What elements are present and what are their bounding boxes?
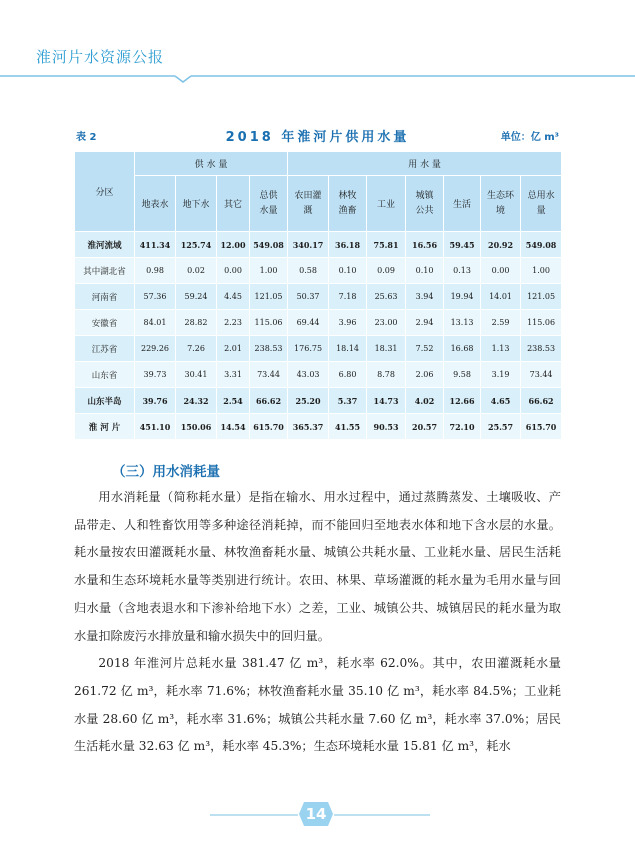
table-cell: 7.52: [406, 336, 444, 362]
table-cell: 25.63: [367, 284, 406, 310]
row-label: 其中湖北省: [75, 258, 135, 284]
table-cell: 115.06: [250, 310, 288, 336]
column-header: 工业: [367, 176, 406, 232]
supply-use-table: [74, 151, 562, 440]
table-cell: 90.53: [367, 414, 406, 440]
table-cell: 615.70: [250, 414, 288, 440]
table-cell: 59.45: [444, 232, 481, 258]
row-label: 山东省: [75, 362, 135, 388]
column-header: 总供水量: [250, 176, 288, 232]
table-cell: 3.96: [329, 310, 367, 336]
table-row: [75, 336, 562, 362]
page-number: 14: [305, 805, 327, 823]
table-cell: 121.05: [250, 284, 288, 310]
table-cell: 72.10: [444, 414, 481, 440]
table-unit: 单位：亿 m³: [500, 132, 559, 143]
table-cell: 150.06: [176, 414, 217, 440]
table-cell: 7.18: [329, 284, 367, 310]
table-cell: 549.08: [250, 232, 288, 258]
table-cell: 549.08: [521, 232, 562, 258]
table-cell: 18.31: [367, 336, 406, 362]
table-cell: 14.73: [367, 388, 406, 414]
table-cell: 2.23: [217, 310, 250, 336]
table-cell: 69.44: [288, 310, 329, 336]
table-cell: 7.26: [176, 336, 217, 362]
table-cell: 2.54: [217, 388, 250, 414]
section-heading: （三）用水消耗量: [112, 464, 220, 480]
table-cell: 125.74: [176, 232, 217, 258]
table-cell: 0.58: [288, 258, 329, 284]
column-header: 生活: [444, 176, 481, 232]
table-cell: 12.66: [444, 388, 481, 414]
header-supply: 供 水 量: [135, 152, 288, 176]
paragraph: 用水消耗量（简称耗水量）是指在输水、用水过程中，通过蒸腾蒸发、土壤吸收、产品带走、人和牲畜饮用等多种途径消耗掉，而不能回归至地表水体和地下含水层的水量。耗水量按农田灌溉耗水量、林牧渔畜耗水量、城镇公共耗水量、工业耗水量、居民生活耗水量和生态环境耗水量等类别进行统计。农田、林果、草场灌溉的耗水量为毛用水量与回归水量（含地表退水和下渗补给地下水）之差，工业、城镇公共、城镇居民的耗水量为取水量扣除废污水排放量和输水损失中的回归量。: [74, 490, 561, 643]
table-cell: 73.44: [250, 362, 288, 388]
column-header: 其它: [217, 176, 250, 232]
table-row: [75, 284, 562, 310]
table-cell: 12.00: [217, 232, 250, 258]
column-header: 总用水量: [521, 176, 562, 232]
table-cell: 25.20: [288, 388, 329, 414]
table-cell: 23.00: [367, 310, 406, 336]
table-cell: 121.05: [521, 284, 562, 310]
page-header: [0, 0, 635, 78]
table-cell: 0.00: [481, 258, 521, 284]
table-cell: 59.24: [176, 284, 217, 310]
table-cell: 66.62: [250, 388, 288, 414]
table-cell: 75.81: [367, 232, 406, 258]
column-header: 农田灌溉: [288, 176, 329, 232]
table-cell: 5.37: [329, 388, 367, 414]
row-label: 淮河流域: [75, 232, 135, 258]
table-cell: 73.44: [521, 362, 562, 388]
table-cell: 8.78: [367, 362, 406, 388]
column-header: 林牧渔畜: [329, 176, 367, 232]
table-cell: 50.37: [288, 284, 329, 310]
table-cell: 2.94: [406, 310, 444, 336]
table-cell: 411.34: [135, 232, 176, 258]
table-cell: 0.13: [444, 258, 481, 284]
table-cell: 615.70: [521, 414, 562, 440]
table-caption: [74, 125, 561, 145]
table-cell: 20.92: [481, 232, 521, 258]
table-row: [75, 388, 562, 414]
header-use: 用 水 量: [288, 152, 562, 176]
table-cell: 0.02: [176, 258, 217, 284]
table-cell: 39.76: [135, 388, 176, 414]
table-cell: 20.57: [406, 414, 444, 440]
column-header: 城镇公共: [406, 176, 444, 232]
table-cell: 4.02: [406, 388, 444, 414]
table-cell: 16.56: [406, 232, 444, 258]
table-cell: 238.53: [250, 336, 288, 362]
table-cell: 0.09: [367, 258, 406, 284]
paragraph: 2018 年淮河片总耗水量 381.47 亿 m³，耗水率 62.0%。其中，农田灌溉耗水量 261.72 亿 m³，耗水率 71.6%；林牧渔畜耗水量 35.10 亿 m³，耗水率 84.5%；工业耗水量 28.60 亿 m³，耗水率 31.6%；城镇公共耗水量 7.60 亿 m³，耗水率 37.0%；居民生活耗水量 32.63 亿 m³，耗水率 45.3%；生态环境耗水量 15.81 亿 m³，耗水: [74, 656, 561, 754]
table-cell: 0.00: [217, 258, 250, 284]
table-cell: 0.98: [135, 258, 176, 284]
table-cell: 14.54: [217, 414, 250, 440]
table-cell: 66.62: [521, 388, 562, 414]
header-divider: [0, 74, 635, 84]
table-cell: 25.57: [481, 414, 521, 440]
table-cell: 14.01: [481, 284, 521, 310]
header-region: 分区: [75, 152, 135, 232]
table-row: [75, 232, 562, 258]
table-cell: 229.26: [135, 336, 176, 362]
column-header: 地表水: [135, 176, 176, 232]
table-title: 2018 年淮河片供用水量: [225, 130, 410, 145]
table-cell: 13.13: [444, 310, 481, 336]
table-cell: 0.10: [406, 258, 444, 284]
table-cell: 4.65: [481, 388, 521, 414]
table-cell: 1.00: [521, 258, 562, 284]
table-cell: 2.59: [481, 310, 521, 336]
row-label: 淮 河 片: [75, 414, 135, 440]
row-label: 安徽省: [75, 310, 135, 336]
table-cell: 2.06: [406, 362, 444, 388]
table-cell: 3.31: [217, 362, 250, 388]
table-cell: 84.01: [135, 310, 176, 336]
table-cell: 238.53: [521, 336, 562, 362]
table-cell: 3.19: [481, 362, 521, 388]
table-row: [75, 362, 562, 388]
table-cell: 451.10: [135, 414, 176, 440]
table-cell: 365.37: [288, 414, 329, 440]
table-cell: 39.73: [135, 362, 176, 388]
table-row: [75, 310, 562, 336]
body-text: [74, 484, 561, 761]
table-cell: 24.32: [176, 388, 217, 414]
table-cell: 16.68: [444, 336, 481, 362]
table-cell: 0.10: [329, 258, 367, 284]
table-cell: 3.94: [406, 284, 444, 310]
table-cell: 28.82: [176, 310, 217, 336]
row-label: 河南省: [75, 284, 135, 310]
header-title: 淮河片水资源公报: [36, 48, 165, 66]
table-cell: 41.55: [329, 414, 367, 440]
column-header: 地下水: [176, 176, 217, 232]
table-cell: 1.13: [481, 336, 521, 362]
row-label: 江苏省: [75, 336, 135, 362]
table-cell: 9.58: [444, 362, 481, 388]
column-header: 生态环境: [481, 176, 521, 232]
table-cell: 57.36: [135, 284, 176, 310]
table-cell: 30.41: [176, 362, 217, 388]
table-cell: 36.18: [329, 232, 367, 258]
table-row: [75, 414, 562, 440]
table-cell: 2.01: [217, 336, 250, 362]
table-cell: 340.17: [288, 232, 329, 258]
table-cell: 1.00: [250, 258, 288, 284]
table-cell: 4.45: [217, 284, 250, 310]
table-cell: 6.80: [329, 362, 367, 388]
table-number: 表 2: [76, 132, 97, 143]
table-row: [75, 258, 562, 284]
table-cell: 18.14: [329, 336, 367, 362]
row-label: 山东半岛: [75, 388, 135, 414]
table-cell: 176.75: [288, 336, 329, 362]
table-cell: 43.03: [288, 362, 329, 388]
table-cell: 115.06: [521, 310, 562, 336]
table-cell: 19.94: [444, 284, 481, 310]
